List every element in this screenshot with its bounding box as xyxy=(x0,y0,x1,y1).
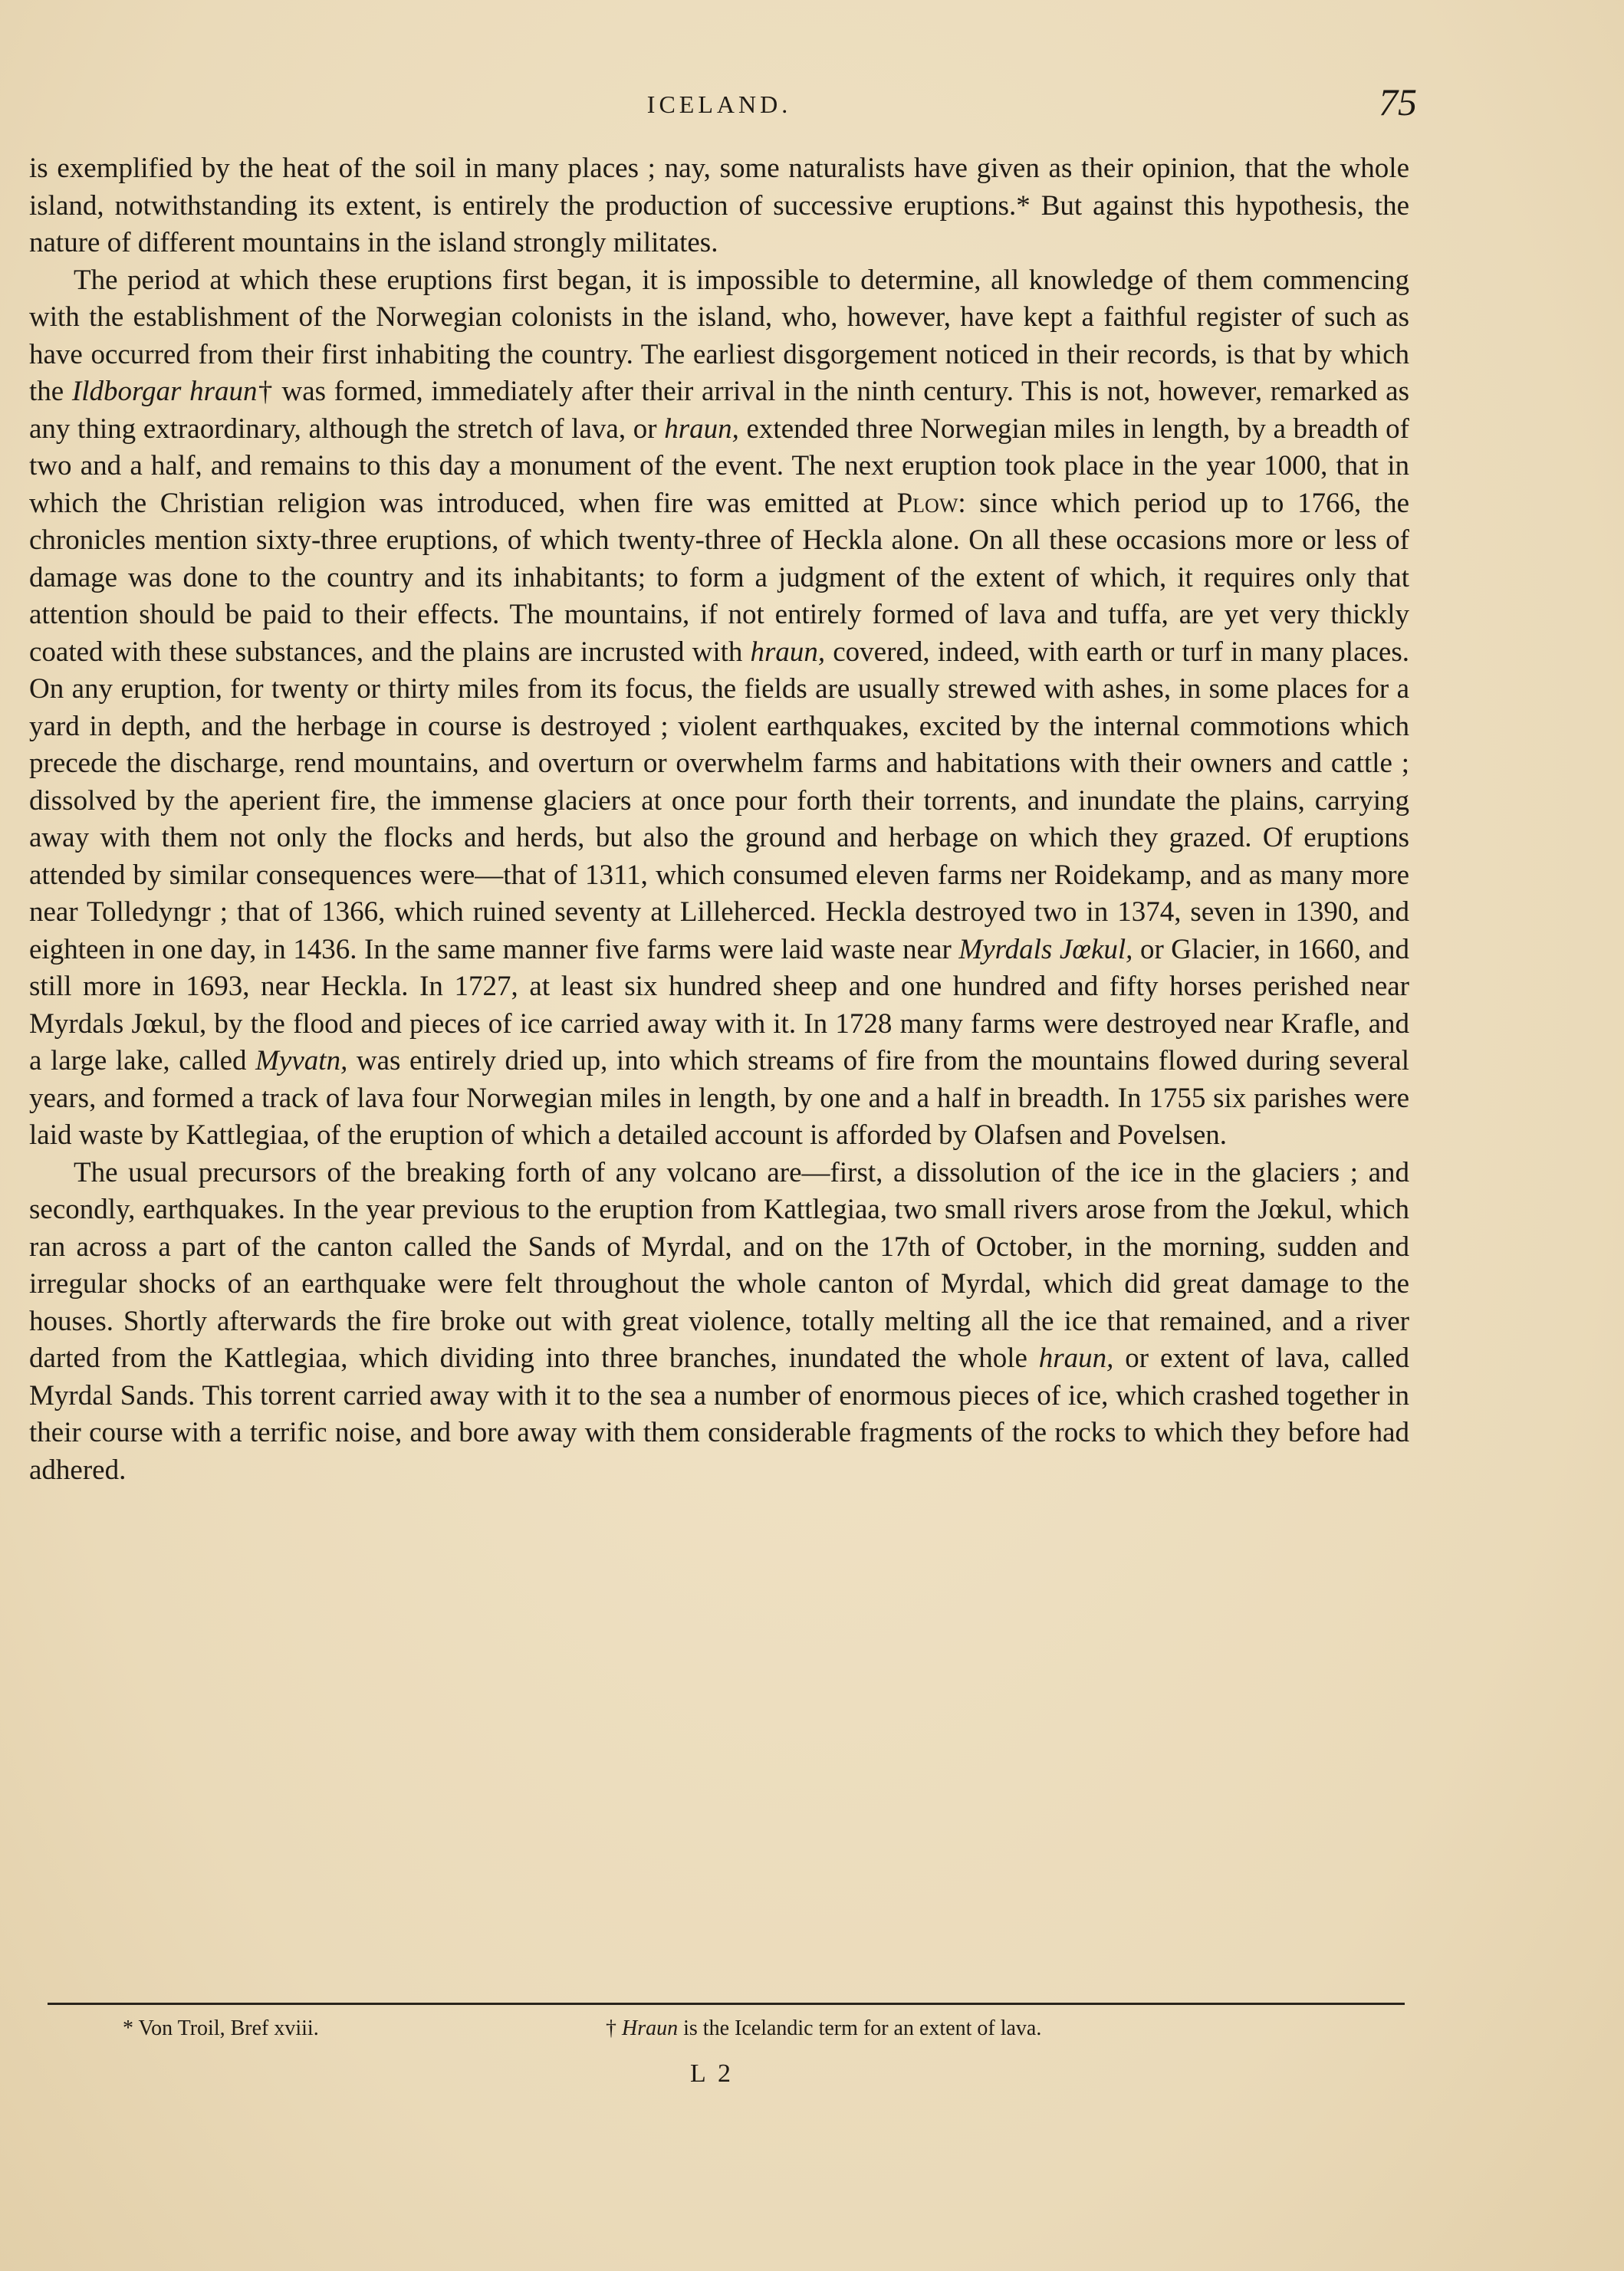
place-name-plow: Plow xyxy=(896,487,958,519)
footnote-2-term: Hraun xyxy=(622,2016,679,2040)
term-hraun: hraun, xyxy=(750,636,826,668)
paragraph-2-text: The period at which these eruptions first began, it is impossible to determine, all knowledge of them commencing with the establishment of the Norwegian colonists in the island, who, however, have kept a faithful register of such as have occurred from their first inhabiting the country. The earliest disgorgement noticed in their records, is that by which the xyxy=(29,264,1409,407)
paragraph-2-text: : since which period up to 1766, the chronicles mention sixty-three eruptions, of which twenty-three of Heckla alone. On all these occasions more or less of damage was done to the country and its inhabitants; to form a judgment of the extent of which, it requires only that attention should be paid to their effects. The mountains, if not entirely formed of lava and tuffa, are yet very thickly coated with these substances, and the plains are incrusted with xyxy=(29,487,1409,668)
paragraph-2 xyxy=(29,262,1409,1155)
footnotes xyxy=(123,2016,1411,2047)
term-hraun: hraun, xyxy=(1038,1343,1114,1374)
footnote-2-text: is the Icelandic term for an extent of lava. xyxy=(678,2016,1042,2040)
body-text xyxy=(29,150,1409,1489)
running-head: ICELAND. xyxy=(646,90,792,118)
paragraph-3-text: or extent of lava, called Myrdal Sands. This torrent carried away with it to the sea a number of enormous pieces of ice, which crashed together in their course with a terrific noise, and bore away with them considerable fragments of the rocks to which they before had adhered. xyxy=(29,1343,1409,1486)
paragraph-3 xyxy=(29,1155,1409,1490)
page-header xyxy=(29,81,1417,129)
paragraph-2-text: extended three Norwegian miles in length, by a breadth of two and a half, and remains to this day a monument of the event. The next eruption took place in the year 1000, that in which the Christian religion was introduced, when fire was emitted at xyxy=(29,412,1409,519)
place-name-myrdals-joekul: Myrdals Jœkul, xyxy=(958,933,1133,965)
footnote-2-mark: † xyxy=(606,2016,622,2040)
paragraph-2-text: † was formed, immediately after their arrival in the ninth century. This is not, however, remarked as any thing extraordinary, although the stretch of lava, or xyxy=(29,376,1409,445)
paragraph-1 xyxy=(29,150,1409,262)
paragraph-1-text: is exemplified by the heat of the soil in many places ; nay, some naturalists have given as their opinion, that the whole island, notwithstanding its extent, is entirely the production of successive eruptions.* But against this hypothesis, the nature of different mountains in the island strongly militates. xyxy=(29,153,1409,258)
place-name-myvatn: Myvatn, xyxy=(255,1045,348,1076)
signature-mark: L 2 xyxy=(690,2059,735,2088)
footnote-divider xyxy=(48,2003,1405,2005)
paragraph-2-text: or Glacier, in 1660, and still more in 1693, near Heckla. In 1727, at least six hundred sheep and one hundred and fifty horses perished near Myrdals Jœkul, by the flood and pieces of ice carried away with it. In 1728 many farms were destroyed near Krafle, and a large lake, called xyxy=(29,933,1409,1076)
paragraph-3-text: The usual precursors of the breaking forth of any volcano are—first, a dissolution of the ice in the glaciers ; and secondly, earthquakes. In the year previous to the eruption from Kattlegiaa, two small rivers arose from the Jœkul, which ran across a part of the canton called the Sands of Myrdal, and on the 17th of October, in the morning, sudden and irregular shocks of an earthquake were felt throughout the whole canton of Myrdal, which did great damage to the houses. Shortly afterwards the fire broke out with great violence, totally melting all the ice that remained, and a river darted from the Kattlegiaa, which dividing into three branches, inundated the whole xyxy=(29,1156,1409,1374)
place-name-ildborgar-hraun: Ildborgar hraun xyxy=(71,376,258,407)
page-number: 75 xyxy=(1379,81,1417,123)
paragraph-2-text: covered, indeed, with earth or turf in many places. On any eruption, for twenty or thirty miles from its focus, the fields are usually strewed with ashes, in some places for a yard in depth, and the herbage in course is destroyed ; violent earthquakes, excited by the internal commotions which precede the discharge, rend mountains, and overturn or overwhelm farms and habitations with their owners and cattle ; dissolved by the aperient fire, the immense glaciers at once pour forth their torrents, and inundate the plains, carrying away with them not only the flocks and herds, but also the ground and herbage on which they grazed. Of eruptions attended by similar consequences were—that of 1311, which consumed eleven farms ner Roidekamp, and as many more near Tolledyngr ; that of 1366, which ruined seventy at Lilleherced. Heckla destroyed two in 1374, seven in 1390, and eighteen in one day, in 1436. In the same manner five farms were laid waste near xyxy=(29,636,1409,965)
paragraph-2-text: was entirely dried up, into which streams of fire from the mountains flowed during several years, and formed a track of lava four Norwegian miles in length, by one and a half in breadth. In 1755 six parishes were laid waste by Kattlegiaa, of the eruption of which a detailed account is afforded by Olafsen and Povelsen. xyxy=(29,1045,1410,1151)
term-hraun: hraun, xyxy=(664,412,739,445)
footnote-1: * Von Troil, Bref xviii. xyxy=(123,2016,319,2040)
footnote-2 xyxy=(606,2016,1041,2041)
